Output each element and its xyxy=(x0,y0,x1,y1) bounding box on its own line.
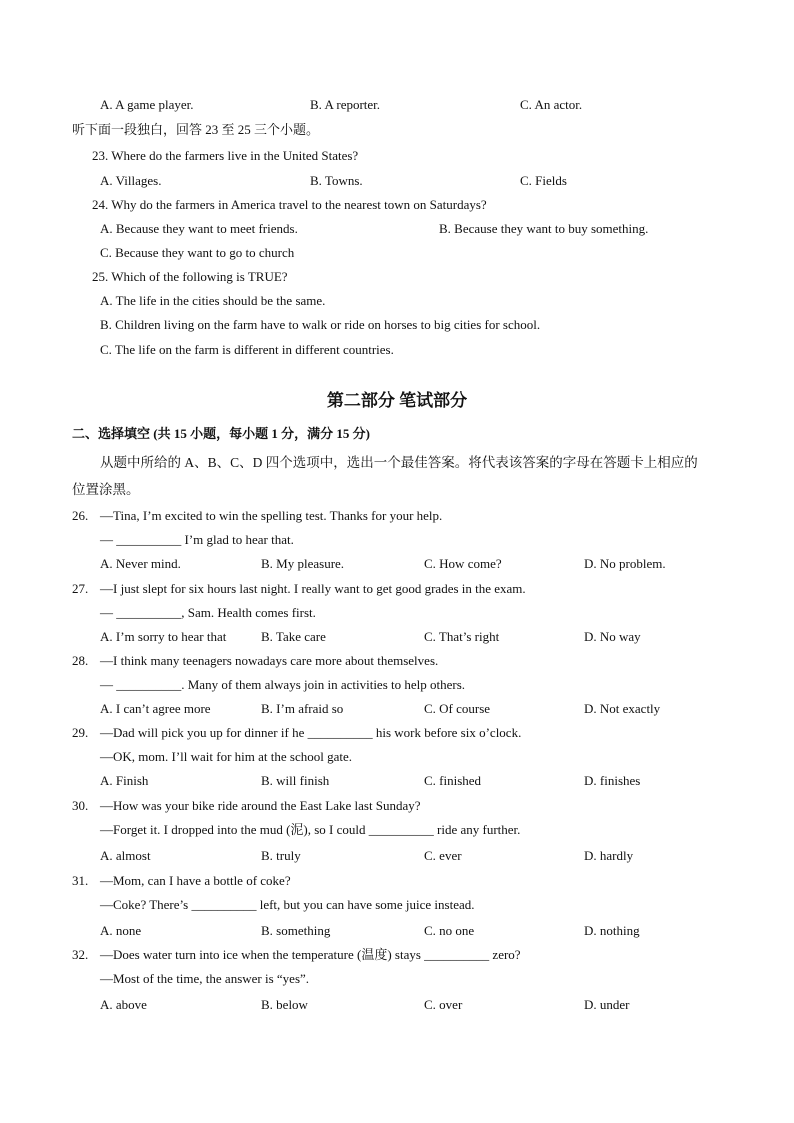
q25-option-c: C. The life on the farm is different in different countries. xyxy=(100,342,394,357)
question-31-number: 31. xyxy=(72,873,89,888)
q32-option-b: B. below xyxy=(261,997,308,1012)
question-29-number: 29. xyxy=(72,725,89,740)
q28-option-b: B. I’m afraid so xyxy=(261,701,344,716)
question-27-line-2: — __________, Sam. Health comes first. xyxy=(100,605,316,620)
question-31-line-1: —Mom, can I have a bottle of coke? xyxy=(100,873,291,888)
q31-option-c: C. no one xyxy=(424,923,475,938)
section-title: 二、选择填空 (共 15 小题，每小题 1 分，满分 15 分) xyxy=(72,426,370,441)
q26-option-d: D. No problem. xyxy=(584,556,666,571)
q29-option-d: D. finishes xyxy=(584,773,641,788)
question-26-line-2: — __________ I’m glad to hear that. xyxy=(100,532,294,547)
q32-option-d: D. under xyxy=(584,997,630,1012)
q31-option-a: A. none xyxy=(100,923,142,938)
q23-option-a: A. Villages. xyxy=(100,173,162,188)
q27-option-b: B. Take care xyxy=(261,629,326,644)
q26-option-a: A. Never mind. xyxy=(100,556,181,571)
question-32-line-1: —Does water turn into ice when the temperature (温度) stays __________ zero? xyxy=(100,947,521,962)
section-instruction-1: 从题中所给的 A、B、C、D 四个选项中，选出一个最佳答案。将代表该答案的字母在答题卡上相应的 xyxy=(100,455,698,470)
q24-option-a: A. Because they want to meet friends. xyxy=(100,221,298,236)
question-23: 23. Where do the farmers live in the United States? xyxy=(92,148,359,163)
q23-option-c: C. Fields xyxy=(520,173,567,188)
question-28-line-1: —I think many teenagers nowadays care more about themselves. xyxy=(100,653,439,668)
question-27-number: 27. xyxy=(72,581,89,596)
q27-option-d: D. No way xyxy=(584,629,641,644)
question-29-line-1: —Dad will pick you up for dinner if he __________ his work before six o’clock. xyxy=(100,725,522,740)
q30-option-b: B. truly xyxy=(261,848,301,863)
q24-option-b: B. Because they want to buy something. xyxy=(439,221,649,236)
question-32-line-2: —Most of the time, the answer is “yes”. xyxy=(100,971,310,986)
q23-option-b: B. Towns. xyxy=(310,173,363,188)
q31-option-b: B. something xyxy=(261,923,331,938)
q25-option-b: B. Children living on the farm have to walk or ride on horses to big cities for school. xyxy=(100,317,541,332)
q30-option-d: D. hardly xyxy=(584,848,634,863)
q27-option-a: A. I’m sorry to hear that xyxy=(100,629,227,644)
part-title: 第二部分 笔试部分 xyxy=(326,391,468,410)
q26-option-b: B. My pleasure. xyxy=(261,556,345,571)
option-c: C. An actor. xyxy=(520,97,583,112)
question-30-line-2: —Forget it. I dropped into the mud (泥), so I could __________ ride any further. xyxy=(100,822,521,837)
question-26-line-1: —Tina, I’m excited to win the spelling test. Thanks for your help. xyxy=(100,508,443,523)
q30-option-a: A. almost xyxy=(100,848,151,863)
q29-option-a: A. Finish xyxy=(100,773,149,788)
question-28-number: 28. xyxy=(72,653,89,668)
question-30-line-1: —How was your bike ride around the East Lake last Sunday? xyxy=(100,798,421,813)
q29-option-b: B. will finish xyxy=(261,773,330,788)
question-27-line-1: —I just slept for six hours last night. I really want to get good grades in the exam. xyxy=(100,581,526,596)
option-b: B. A reporter. xyxy=(310,97,381,112)
q26-option-c: C. How come? xyxy=(424,556,502,571)
question-31-line-2: —Coke? There’s __________ left, but you can have some juice instead. xyxy=(100,897,475,912)
q30-option-c: C. ever xyxy=(424,848,462,863)
listening-instruction: 听下面一段独白，回答 23 至 25 三个小题。 xyxy=(72,122,320,137)
option-a: A. A game player. xyxy=(100,97,194,112)
q32-option-a: A. above xyxy=(100,997,147,1012)
q32-option-c: C. over xyxy=(424,997,463,1012)
q28-option-c: C. Of course xyxy=(424,701,491,716)
question-32-number: 32. xyxy=(72,947,89,962)
question-29-line-2: —OK, mom. I’ll wait for him at the school gate. xyxy=(100,749,353,764)
question-26-number: 26. xyxy=(72,508,89,523)
question-24: 24. Why do the farmers in America travel to the nearest town on Saturdays? xyxy=(92,197,487,212)
q27-option-c: C. That’s right xyxy=(424,629,500,644)
q28-option-d: D. Not exactly xyxy=(584,701,661,716)
q28-option-a: A. I can’t agree more xyxy=(100,701,211,716)
question-25: 25. Which of the following is TRUE? xyxy=(92,269,288,284)
q31-option-d: D. nothing xyxy=(584,923,640,938)
section-instruction-2: 位置涂黑。 xyxy=(72,482,140,497)
question-28-line-2: — __________. Many of them always join in activities to help others. xyxy=(100,677,466,692)
q25-option-a: A. The life in the cities should be the same. xyxy=(100,293,326,308)
question-30-number: 30. xyxy=(72,798,89,813)
q24-option-c: C. Because they want to go to church xyxy=(100,245,295,260)
q29-option-c: C. finished xyxy=(424,773,482,788)
